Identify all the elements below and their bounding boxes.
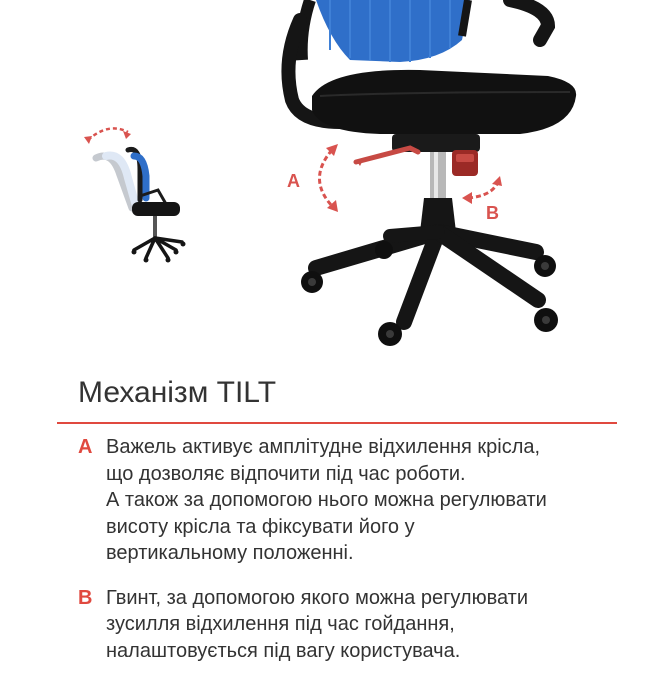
feature-a-line: вертикальному положенні. (106, 542, 354, 564)
feature-b-letter: B (78, 586, 93, 609)
feature-a-line: Важель активує амплітудне відхилення крісла, (106, 436, 541, 458)
title-divider (57, 422, 617, 424)
callout-b-label: B (486, 203, 499, 223)
feature-b-line: Гвинт, за допомогою якого можна регулювати (106, 586, 529, 609)
tilt-thumbnail-icon (84, 128, 186, 262)
feature-a-letter: A (78, 436, 93, 458)
feature-item-b (78, 585, 638, 665)
callout-a-label: A (287, 171, 300, 191)
feature-a-line: А також за допомогою нього можна регулювати (106, 489, 547, 511)
feature-b-line: зусилля відхилення під час гойдання, (106, 613, 455, 635)
feature-item-a (78, 434, 638, 567)
section-title: Механізм TILT (78, 376, 277, 409)
feature-a-line: що дозволяє відпочити під час роботи. (106, 462, 466, 485)
callout-b-arrow-icon (462, 176, 502, 204)
feature-b-line: налаштовується під вагу користувача. (106, 639, 461, 662)
feature-a-line: висоту крісла та фіксувати його у (106, 515, 415, 538)
feature-list (78, 434, 638, 682)
chair-photo (288, 0, 576, 346)
callout-a-arrow-icon (319, 144, 338, 212)
